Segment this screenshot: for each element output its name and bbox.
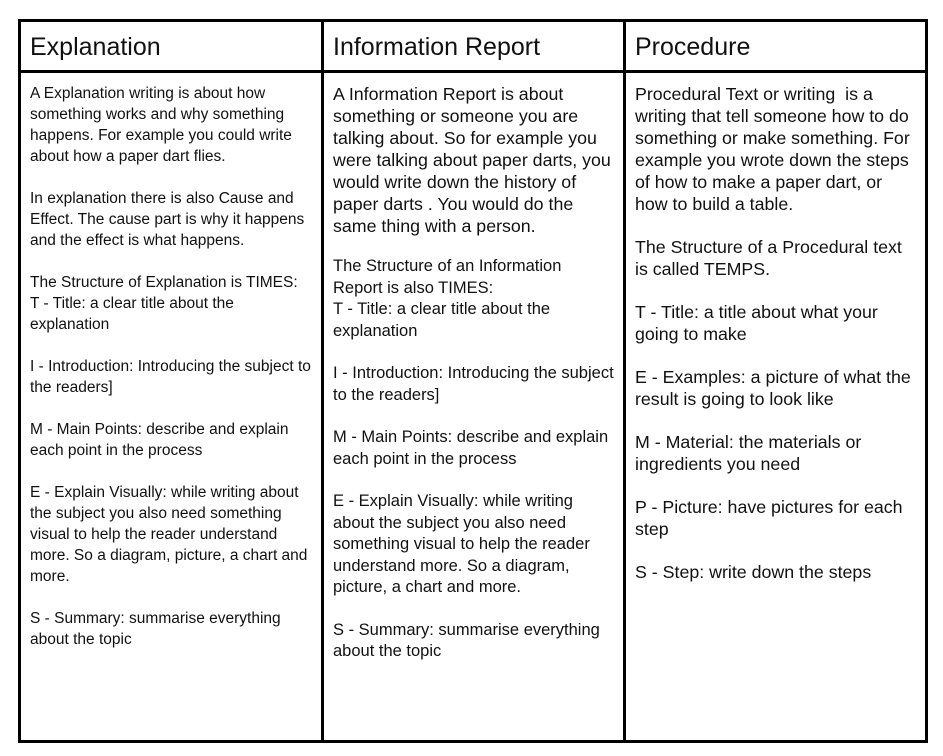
paragraph: In explanation there is also Cause and Effect. The cause part is why it happens and the effect is what happens.: [30, 190, 309, 249]
paragraph: A Information Report is about something or someone you are talking about. So for example you were talking about paper darts, you would write down the history of paper darts . You would do the same thing with a person.: [333, 84, 616, 236]
header-cell-procedure: [625, 21, 927, 72]
paragraph: A Explanation writing is about how something works and why something happens. For example you could write about how a paper dart flies.: [30, 85, 297, 165]
paragraph: S - Summary: summarise everything about the topic: [333, 620, 605, 660]
paragraph: S - Step: write down the steps: [635, 562, 872, 582]
column-heading: Explanation: [30, 33, 161, 61]
paragraph: M - Material: the materials or ingredients you need: [635, 432, 867, 474]
paragraph: M - Main Points: describe and explain each point in the process: [333, 428, 613, 468]
information-report-cell: [323, 72, 625, 742]
header-cell-information-report: [323, 21, 625, 72]
paragraph: I - Introduction: Introducing the subject to the readers]: [333, 364, 619, 404]
paragraph: The Structure of a Procedural text is called TEMPS.: [635, 237, 907, 279]
paragraph: S - Summary: summarise everything about the topic: [30, 610, 285, 648]
comparison-table: [18, 19, 928, 743]
paragraph: The Structure of Explanation is TIMES: T - Title: a clear title about the explanation: [30, 274, 298, 333]
paragraph: The Structure of an Information Report is also TIMES: T - Title: a clear title about the explanation: [333, 257, 562, 340]
header-row: [20, 21, 927, 72]
column-heading: Procedure: [635, 33, 751, 61]
paragraph: T - Title: a title about what your going to make: [635, 302, 883, 344]
paragraph: E - Explain Visually: while writing about the subject you also need something visual to help the reader understand more. So a diagram, picture, a chart and more.: [333, 492, 595, 596]
paragraph: M - Main Points: describe and explain each point in the process: [30, 421, 293, 459]
paragraph: E - Examples: a picture of what the result is going to look like: [635, 367, 916, 409]
body-row: [20, 72, 927, 742]
paragraph: E - Explain Visually: while writing about the subject you also need something visual to help the reader understand more. So a diagram, picture, a chart and more.: [30, 484, 312, 585]
paragraph: P - Picture: have pictures for each step: [635, 497, 908, 539]
procedure-cell: [625, 72, 927, 742]
paragraph: Procedural Text or writing is a writing that tell someone how to do something or make something. For example you wrote down the steps of how to make a paper dart, or how to build a table.: [635, 84, 915, 214]
explanation-cell: [20, 72, 323, 742]
paragraph: I - Introduction: Introducing the subject to the readers]: [30, 358, 316, 396]
column-heading: Information Report: [333, 33, 541, 61]
header-cell-explanation: [20, 21, 323, 72]
